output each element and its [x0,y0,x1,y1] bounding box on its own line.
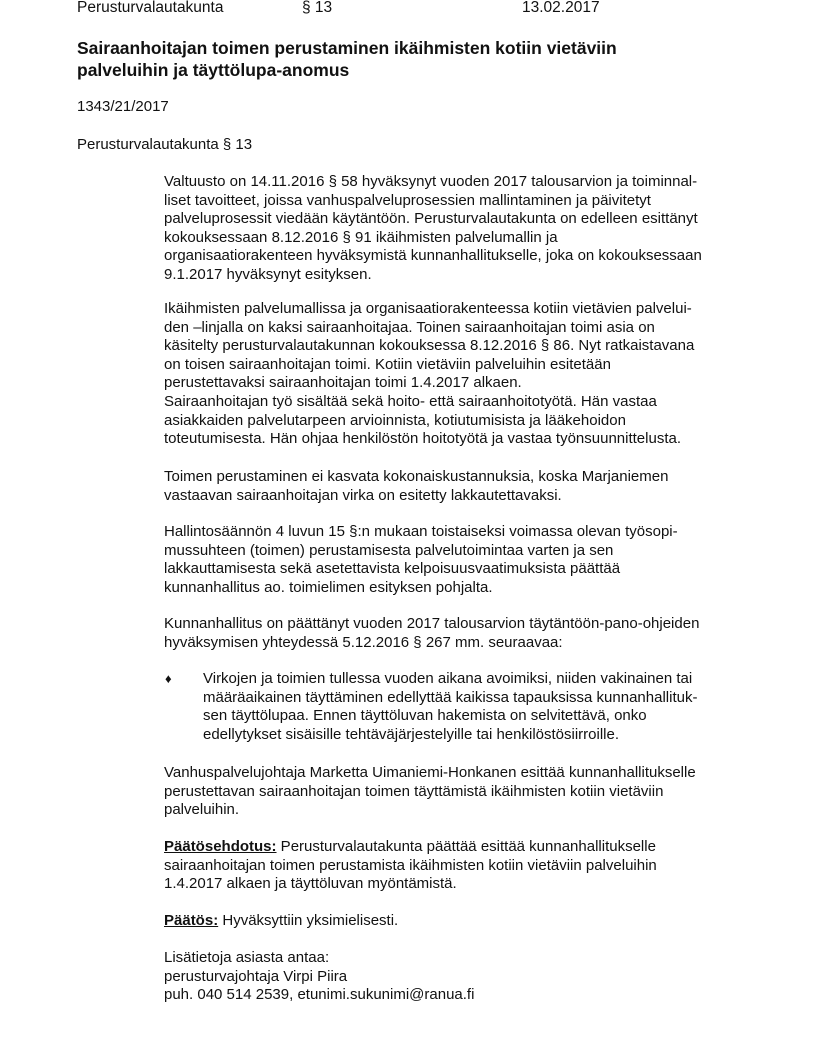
text-line: kokouksessaan 8.12.2016 § 91 ikäihmisten palvelumallin ja [164,228,558,246]
text-line: Sairaanhoitajan työ sisältää sekä hoito- että sairaanhoitotyötä. Hän vastaa [164,392,657,410]
paragraph-director-proposal [164,764,754,820]
text-line: vastaavan sairaanhoitajan virka on esitetty lakkautettavaksi. [164,486,562,504]
bullet-text [203,670,697,744]
case-number: 1343/21/2017 [77,98,169,115]
text-line: Vanhuspalvelujohtaja Marketta Uimaniemi-Honkanen esittää kunnanhallitukselle [164,764,696,781]
text-line: määräaikainen täyttäminen edellyttää kaikissa tapauksissa kunnanhallituk- [203,688,698,706]
text-line: asiakkaiden palvelutarpeen arvioinnista, kotiutumisista ja lääkehoidon [164,411,626,429]
text-line: 9.1.2017 hyväksynyt esityksen. [164,265,372,283]
text-line: Toimen perustaminen ei kasvata kokonaiskustannuksia, koska Marjaniemen [164,468,669,485]
text-line: den –linjalla on kaksi sairaanhoitajaa. Toinen sairaanhoitajan toimi asia on [164,318,655,336]
text-line: sairaanhoitajan toimen perustamista ikäihmisten kotiin vietäviin palveluihin [164,856,657,874]
contact-info [164,949,754,1005]
text-line: 1.4.2017 alkaen ja täyttöluvan myöntämistä. [164,875,457,893]
text-line: lakkauttamisesta sekä asetettavista kelpoisuusvaatimuksista päättää [164,560,621,578]
text-line: perustettavan sairaanhoitajan toimen täyttämistä ikäihmisten kotiin vietäviin [164,782,664,800]
decision-line [164,912,754,931]
title-line-2: palveluihin ja täyttölupa-anomus [77,60,350,80]
document-title [77,37,717,81]
paragraph-service-model [164,300,754,449]
decision-proposal [164,838,754,894]
text-line: organisaatiorakenteen hyväksymistä kunnanhallitukselle, joka on kokouksessaan [164,247,702,265]
contact-details: puh. 040 514 2539, etunimi.sukunimi@ranua.fi [164,986,475,1004]
contact-heading: Lisätietoja asiasta antaa: [164,949,330,966]
header-section: § 13 [302,0,333,16]
paragraph-budget [164,173,754,285]
diamond-bullet-icon: ♦ [165,671,172,686]
header-date: 13.02.2017 [522,0,600,16]
paragraph-costs [164,468,754,505]
text-line: palveluihin. [164,801,240,819]
decision [164,912,754,931]
text-line: kunnanhallitus ao. toimielimen esityksen pohjalta. [164,578,493,596]
proposal-text: Perusturvalautakunta päättää esittää kunnanhallitukselle [276,838,656,855]
text-line: Hallintosäännön 4 luvun 15 §:n mukaan toistaiseksi voimassa olevan työsopi- [164,523,678,540]
text-line: palveluprosessit viedään käytäntöön. Perusturvalautakunta on edelleen esittänyt [164,210,698,228]
text-line: Valtuusto on 14.11.2016 § 58 hyväksynyt vuoden 2017 talousarvion ja toiminnal- [164,173,698,190]
header-committee: Perusturvalautakunta [77,0,224,16]
decision-text: Hyväksyttiin yksimielisesti. [218,912,399,929]
text-line: perustettavaksi sairaanhoitajan toimi 1.4.2017 alkaen. [164,374,522,392]
bullet-item [164,670,754,746]
text-line: edellytykset sisäisille tehtäväjärjestelyille tai henkilöstösiirroille. [203,725,620,743]
contact-person: perusturvajohtaja Virpi Piira [164,967,348,985]
decision-label: Päätös: [164,912,219,929]
text-line: on toisen sairaanhoitajan toimi. Kotiin vietäviin palveluihin esitetään [164,355,611,373]
text-line: toteutumisesta. Hän ohjaa henkilöstön hoitotyötä ja vastaa työnsuunnittelusta. [164,430,681,448]
proposal-label: Päätösehdotus: [164,838,277,855]
text-line: liset tavoitteet, joissa vanhuspalveluprosessien mallintaminen ja päivitetyt [164,191,651,209]
section-reference: Perusturvalautakunta § 13 [77,136,253,153]
paragraph-administrative-rule [164,523,754,597]
text-line: Ikäihmisten palvelumallissa ja organisaatiorakenteessa kotiin vietävien palvelui- [164,300,692,317]
text-line: sen täyttölupaa. Ennen täyttöluvan hakemista on selvitettävä, onko [203,707,647,725]
text-line: hyväksymisen yhteydessä 5.12.2016 § 267 mm. seuraavaa: [164,633,563,651]
title-line-1: Sairaanhoitajan toimen perustaminen ikäihmisten kotiin vietäviin [77,38,617,58]
text-line: Virkojen ja toimien tullessa vuoden aikana avoimiksi, niiden vakinainen tai [203,670,693,687]
paragraph-municipal-board [164,615,754,652]
text-line: Kunnanhallitus on päättänyt vuoden 2017 talousarvion täytäntöön-pano-ohjeiden [164,615,700,632]
proposal-line-1 [164,838,754,857]
text-line: käsitelty perusturvalautakunnan kokouksessa 8.12.2016 § 86. Nyt ratkaistavana [164,337,695,355]
text-line: mussuhteen (toimen) perustamisesta palvelutoimintaa varten ja sen [164,541,614,559]
